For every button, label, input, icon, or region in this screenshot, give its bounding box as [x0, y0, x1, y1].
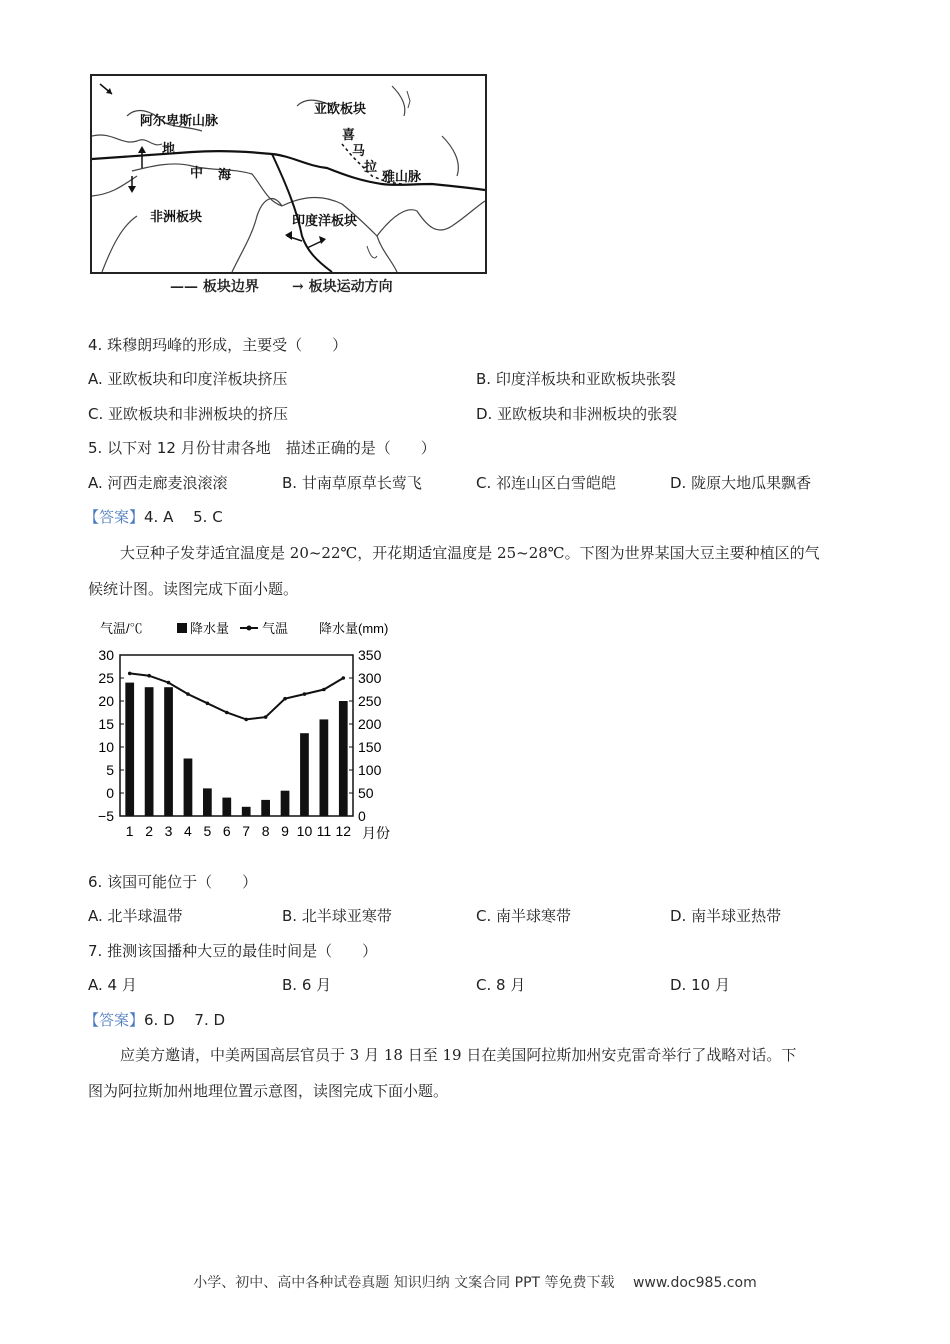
precip-tick-label: 0 — [358, 808, 366, 824]
month-tick-label: 3 — [164, 823, 173, 839]
q7-stem: 7. 推测该国播种大豆的最佳时间是（ ） — [88, 942, 378, 960]
q4-option-d: D. 亚欧板块和非洲板块的张裂 — [476, 405, 678, 423]
intro-3-line1: 应美方邀请，中美两国高层官员于 3 月 18 日至 19 日在美国阿拉斯加州安克雷奇举行了战略对话。下 — [120, 1046, 797, 1064]
temperature-point — [206, 702, 210, 706]
chart-x-unit: 月份 — [362, 825, 390, 841]
month-tick-label: 11 — [316, 823, 332, 839]
precip-bar — [320, 719, 329, 816]
answer-1 — [84, 507, 223, 527]
label-eurasia-plate: 亚欧板块 — [314, 102, 367, 117]
precip-tick-label: 100 — [358, 762, 382, 778]
temperature-point — [341, 676, 345, 680]
legend-precip-swatch — [177, 623, 187, 633]
temperature-line — [130, 673, 344, 719]
temperature-point — [303, 692, 307, 696]
answer-2 — [84, 1010, 225, 1030]
q5-option-a: A. 河西走廊麦浪滚滚 — [88, 474, 228, 492]
label-himalaya-xi: 喜 — [342, 128, 356, 143]
precip-bar — [261, 800, 270, 816]
legend-temp-marker — [247, 626, 252, 631]
precip-bar — [203, 788, 212, 816]
q7-option-b: B. 6 月 — [282, 976, 332, 994]
label-mediterranean-hai: 海 — [218, 168, 232, 183]
intro-3-line2: 图为阿拉斯加州地理位置示意图，读图完成下面小题。 — [88, 1082, 449, 1100]
label-indian-plate: 印度洋板块 — [292, 214, 358, 229]
precip-bar — [164, 687, 173, 816]
label-mediterranean-di: 地 — [162, 142, 176, 157]
label-himalaya-la: 拉 — [364, 160, 378, 175]
q4-option-c: C. 亚欧板块和非洲板块的挤压 — [88, 405, 289, 423]
month-tick-label: 10 — [296, 823, 313, 839]
month-tick-label: 2 — [145, 823, 154, 839]
q4-option-b: B. 印度洋板块和亚欧板块张裂 — [476, 370, 676, 388]
q6-option-a: A. 北半球温带 — [88, 907, 183, 925]
temperature-point — [225, 711, 229, 715]
label-himalaya-ya: 雅山脉 — [382, 170, 422, 185]
q6-option-c: C. 南半球寒带 — [476, 907, 572, 925]
temp-tick-label: 5 — [106, 762, 114, 778]
q7-option-a: A. 4 月 — [88, 976, 137, 994]
temperature-point — [186, 692, 190, 696]
chart-right-axis-title: 降水量(mm) — [319, 621, 389, 636]
month-tick-label: 12 — [335, 823, 352, 839]
label-africa-plate: 非洲板块 — [150, 210, 203, 225]
precip-bar — [145, 687, 154, 816]
q5-option-c: C. 祁连山区白雪皑皑 — [476, 474, 617, 492]
month-tick-label: 4 — [184, 823, 192, 839]
chart-frame — [120, 655, 353, 816]
month-tick-label: 8 — [261, 823, 270, 839]
precip-bar — [242, 807, 251, 816]
answer-1-tag: 【答案】 — [84, 508, 145, 526]
legend-boundary: —— 板块边界 — [170, 279, 259, 295]
month-tick-label: 1 — [125, 823, 134, 839]
answer-2-text: 6. D 7. D — [144, 1011, 226, 1029]
precip-tick-label: 50 — [358, 785, 374, 801]
temp-tick-label: −5 — [98, 808, 114, 824]
plate-map — [90, 74, 487, 274]
legend-temp-label: 气温 — [262, 621, 289, 636]
q6-stem: 6. 该国可能位于（ ） — [88, 873, 258, 891]
precip-bar — [222, 798, 231, 816]
month-tick-label: 7 — [242, 823, 251, 839]
q7-option-d: D. 10 月 — [670, 976, 730, 994]
precip-bar — [339, 701, 348, 816]
q5-option-d: D. 陇原大地瓜果飘香 — [670, 474, 812, 492]
temperature-point — [244, 718, 248, 722]
temp-tick-label: 25 — [98, 670, 114, 686]
temperature-point — [283, 697, 287, 701]
page-footer: 小学、初中、高中各种试卷真题 知识归纳 文案合同 PPT 等免费下载 www.doc985.com — [193, 1275, 757, 1291]
precip-tick-label: 200 — [358, 716, 382, 732]
month-tick-label: 6 — [222, 823, 231, 839]
month-tick-label: 5 — [203, 823, 212, 839]
q6-option-d: D. 南半球亚热带 — [670, 907, 782, 925]
chart-plot-area — [98, 647, 382, 839]
answer-1-text: 4. A 5. C — [144, 508, 223, 526]
label-alps: 阿尔卑斯山脉 — [140, 114, 219, 129]
climate-chart — [88, 616, 398, 848]
label-himalaya-ma: 马 — [352, 144, 366, 159]
legend-precip-label: 降水量 — [190, 621, 230, 636]
chart-left-axis-title: 气温/℃ — [100, 621, 143, 636]
temp-tick-label: 10 — [98, 739, 114, 755]
climate-chart-svg — [88, 616, 398, 848]
precip-bar — [125, 683, 134, 816]
temperature-point — [322, 688, 326, 692]
precip-tick-label: 350 — [358, 647, 382, 663]
intro-2-line1: 大豆种子发芽适宜温度是 20~22℃，开花期适宜温度是 25~28℃。下图为世界某国大豆主要种植区的气 — [120, 544, 820, 562]
precip-tick-label: 250 — [358, 693, 382, 709]
precip-bar — [184, 759, 193, 817]
temp-tick-label: 20 — [98, 693, 114, 709]
q4-stem: 4. 珠穆朗玛峰的形成，主要受（ ） — [88, 336, 348, 354]
temp-tick-label: 0 — [106, 785, 114, 801]
temperature-point — [128, 672, 132, 676]
legend-direction: → 板块运动方向 — [292, 279, 393, 295]
q6-option-b: B. 北半球亚寒带 — [282, 907, 392, 925]
q5-option-b: B. 甘南草原草长莺飞 — [282, 474, 422, 492]
precip-bar — [300, 733, 309, 816]
q5-stem: 5. 以下对 12 月份甘肃各地 描述正确的是（ ） — [88, 439, 436, 457]
temp-tick-label: 15 — [98, 716, 114, 732]
temp-tick-label: 30 — [98, 647, 114, 663]
temperature-point — [264, 715, 268, 719]
temperature-point — [167, 681, 171, 685]
month-tick-label: 9 — [281, 823, 289, 839]
q4-option-a: A. 亚欧板块和印度洋板块挤压 — [88, 370, 288, 388]
intro-2-line2: 候统计图。读图完成下面小题。 — [88, 580, 299, 598]
precip-tick-label: 300 — [358, 670, 382, 686]
temperature-point — [147, 674, 151, 678]
answer-2-tag: 【答案】 — [84, 1011, 145, 1029]
precip-tick-label: 150 — [358, 739, 382, 755]
q7-option-c: C. 8 月 — [476, 976, 526, 994]
precip-bar — [281, 791, 290, 816]
plate-map-drawing — [92, 76, 485, 272]
label-mediterranean-zhong: 中 — [190, 166, 204, 181]
